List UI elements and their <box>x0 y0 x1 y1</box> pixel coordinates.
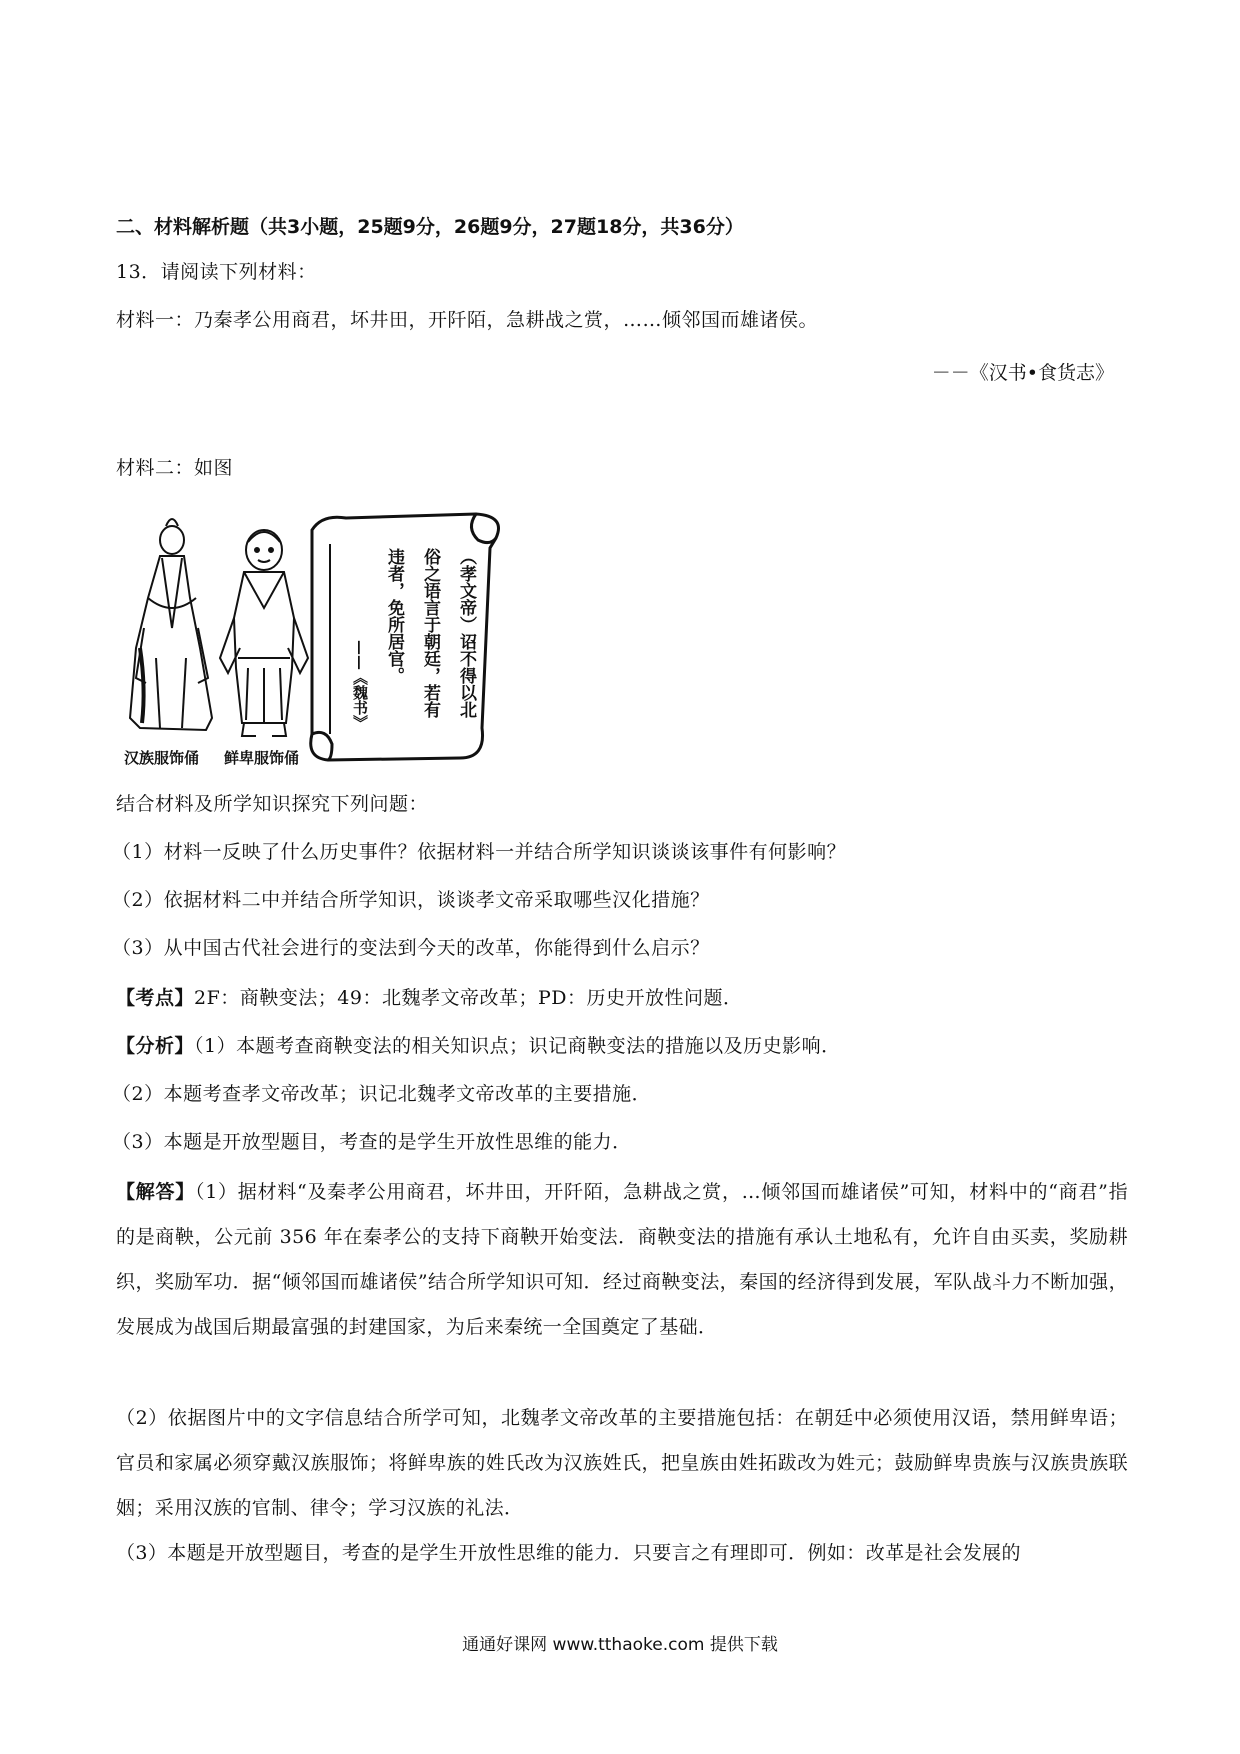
kaodian-text: 2F：商鞅变法；49：北魏孝文帝改革；PD：历史开放性问题． <box>194 987 743 1009</box>
fenxi-2: （2）本题考查孝文帝改革；识记北魏孝文帝改革的主要措施． <box>112 1083 652 1105</box>
jieda-label: 【解答】 <box>116 1181 195 1203</box>
jieda-1 <box>116 1170 1128 1350</box>
fenxi-line <box>116 1032 841 1060</box>
figure-caption-han: 汉族服饰俑 <box>124 749 200 767</box>
figure-caption-xianbei: 鲜卑服饰俑 <box>224 749 300 767</box>
jieda-3: （3）本题是开放型题目，考查的是学生开放性思维的能力．只要言之有理即可．例如：改革是社会发展的 <box>116 1542 1021 1564</box>
question-1: （1）材料一反映了什么历史事件？依据材料一并结合所学知识谈谈该事件有何影响？ <box>112 841 847 863</box>
page-footer: 通通好课网 www.tthaoke.com 提供下载 <box>462 1635 778 1655</box>
kaodian-line <box>116 984 742 1012</box>
material-two-label: 材料二：如图 <box>116 457 234 479</box>
material-one: 材料一：乃秦孝公用商君，坏井田，开阡陌，急耕战之赏，……倾邻国而雄诸侯。 <box>116 309 819 331</box>
question-intro: 13．请阅读下列材料： <box>116 261 317 283</box>
material-one-source: －－《汉书•食货志》 <box>931 362 1114 384</box>
kaodian-label: 【考点】 <box>116 987 195 1009</box>
fenxi-text-1: （1）本题考查商鞅变法的相关知识点；识记商鞅变法的措施以及历史影响． <box>194 1035 841 1057</box>
question-3: （3）从中国古代社会进行的变法到今天的改革，你能得到什么启示？ <box>112 937 710 959</box>
scroll-column-1: （孝文帝）诏不得以北 <box>456 548 476 718</box>
scroll-column-2: 俗之语言于朝廷，若有 <box>420 548 440 718</box>
xianbei-figurine <box>220 530 308 736</box>
prompt: 结合材料及所学知识探究下列问题： <box>116 793 429 815</box>
scroll-column-4: ——《魏书》 <box>351 640 369 730</box>
question-2: （2）依据材料二中并结合所学知识，谈谈孝文帝采取哪些汉化措施？ <box>112 889 710 911</box>
figure-illustration <box>116 508 506 770</box>
fenxi-3: （3）本题是开放型题目，考查的是学生开放性思维的能力． <box>112 1131 632 1153</box>
section-title: 二、材料解析题（共3小题，25题9分，26题9分，27题18分，共36分） <box>116 216 744 238</box>
scroll-column-3: 违者，免所居官。 <box>384 548 404 684</box>
han-figurine <box>130 519 212 730</box>
jieda-text-1: （1）据材料“及秦孝公用商君，坏井田，开阡陌，急耕战之赏，…倾邻国而雄诸侯”可知，材料中的“商君”指的是商鞅，公元前 356 年在秦孝公的支持下商鞅开始变法．商鞅变法的措施有承认土地私有，允许自由买卖，奖励耕织，奖励军功．据“倾邻国而雄诸侯”结合所学知识可知．经过商鞅变法，秦国的经济得到发展，军队战斗力不断加强，发展成为战国后期最富强的封建国家，为后来秦统一全国奠定了基础． <box>116 1181 1128 1338</box>
jieda-2: （2）依据图片中的文字信息结合所学可知，北魏孝文帝改革的主要措施包括：在朝廷中必须使用汉语，禁用鲜卑语；官员和家属必须穿戴汉族服饰；将鲜卑族的姓氏改为汉族姓氏，把皇族由姓拓跋改为姓元；鼓励鲜卑贵族与汉族贵族联姻；采用汉族的官制、律令；学习汉族的礼法． <box>116 1407 1128 1519</box>
fenxi-label: 【分析】 <box>116 1035 195 1057</box>
